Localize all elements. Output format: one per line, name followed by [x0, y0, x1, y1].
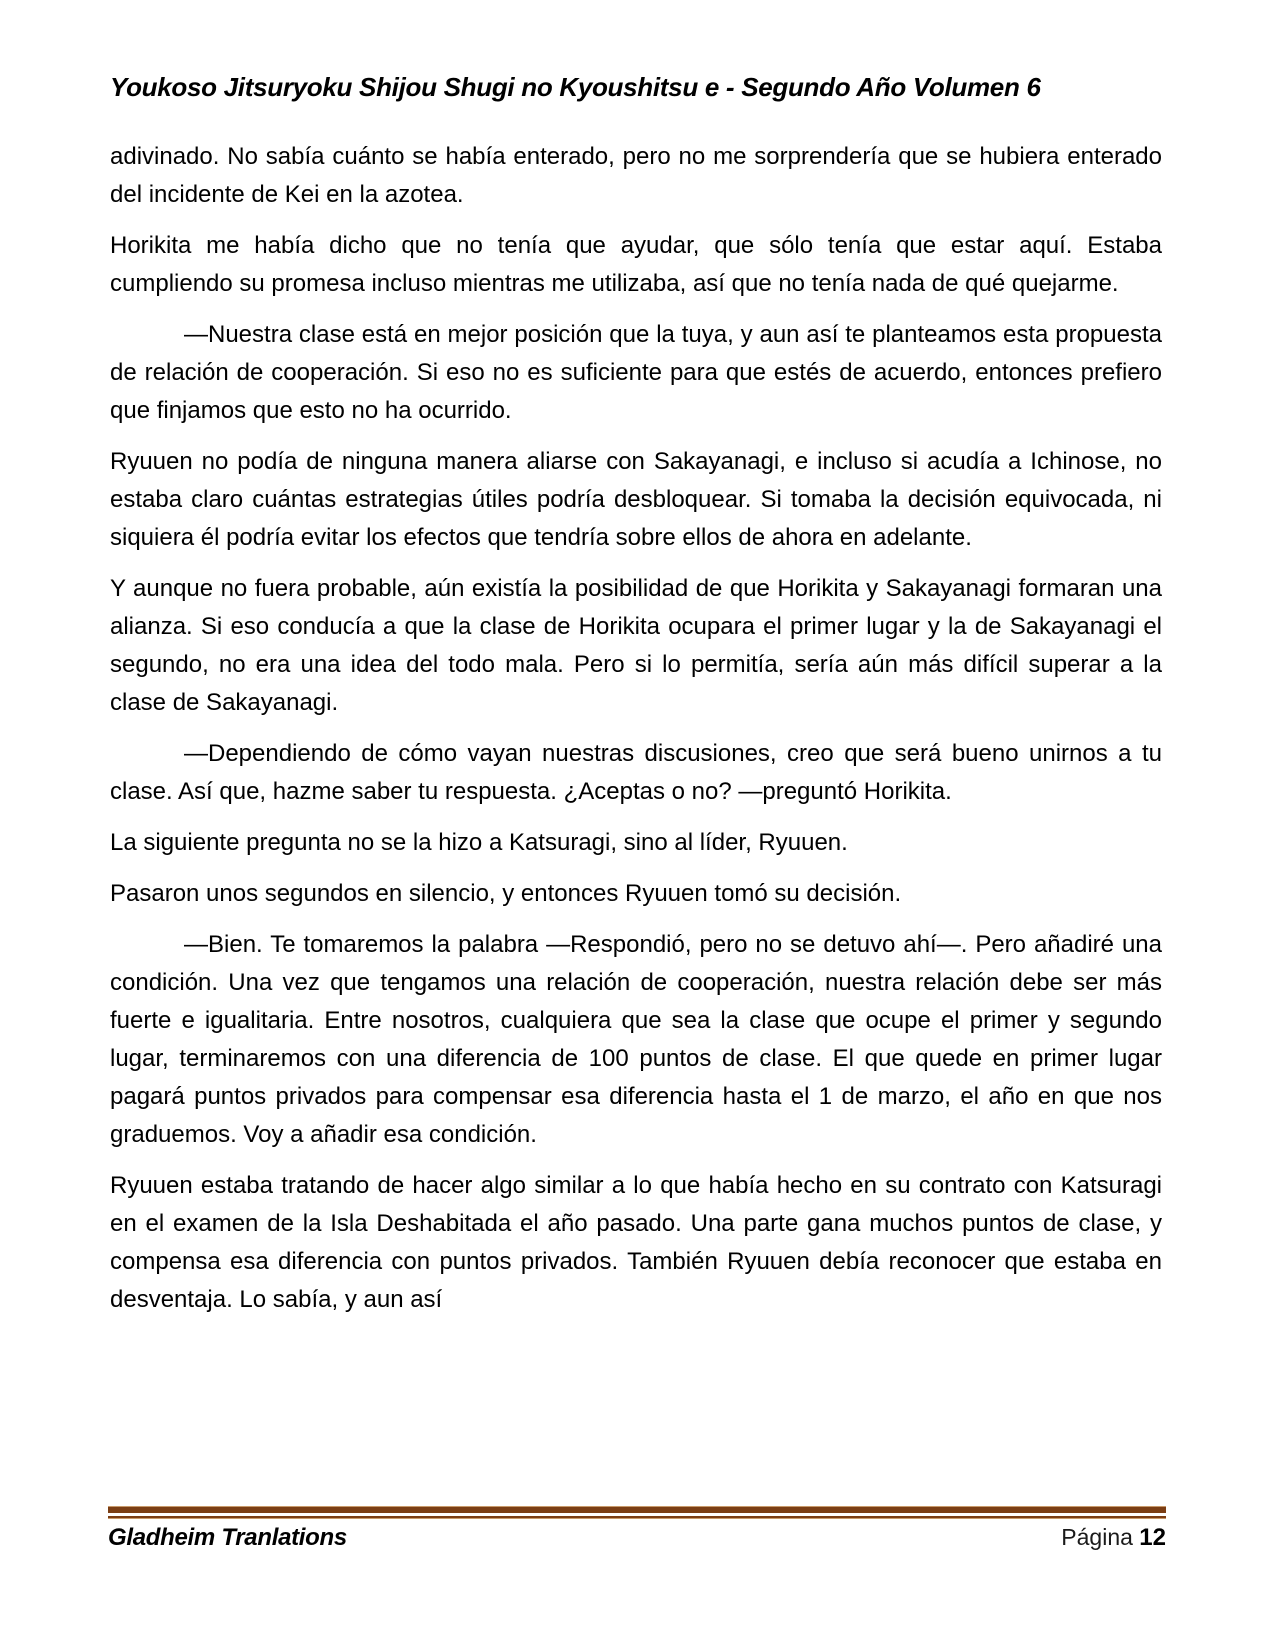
paragraph-dialogue: —Bien. Te tomaremos la palabra —Respondió, pero no se detuvo ahí—. Pero añadiré una condición. Una vez que tengamos una relación de cooperación, nuestra relación debe ser más fuerte e igualitaria. Entre nosotros, cualquiera que sea la clase que ocupe el primer y segundo lugar, terminaremos con una diferencia de 100 puntos de clase. El que quede en primer lugar pagará puntos privados para compensar esa diferencia hasta el 1 de marzo, el año en que nos graduemos. Voy a añadir esa condición.	[110, 931, 1162, 1148]
paragraph: adivinado. No sabía cuánto se había enterado, pero no me sorprendería que se hubiera enterado del incidente de Kei en la azotea.	[110, 143, 1162, 208]
paragraph: Ryuuen estaba tratando de hacer algo similar a lo que había hecho en su contrato con Katsuragi en el examen de la Isla Deshabitada el año pasado. Una parte gana muchos puntos de clase, y compensa esa diferencia con puntos privados. También Ryuuen debía reconocer que estaba en desventaja. Lo sabía, y aun así	[110, 1172, 1162, 1313]
page-footer	[108, 1524, 1166, 1552]
page-number	[1061, 1524, 1166, 1552]
paragraph-dialogue: —Nuestra clase está en mejor posición que la tuya, y aun así te planteamos esta propuesta de relación de cooperación. Si eso no es suficiente para que estés de acuerdo, entonces prefiero que finjamos que esto no ha ocurrido.	[110, 321, 1162, 424]
footer-rule	[108, 1506, 1166, 1519]
paragraph: Y aunque no fuera probable, aún existía la posibilidad de que Horikita y Sakayanagi formaran una alianza. Si eso conducía a que la clase de Horikita ocupara el primer lugar y la de Sakayanagi el segundo, no era una idea del todo mala. Pero si lo permitía, sería aún más difícil superar a la clase de Sakayanagi.	[110, 575, 1162, 716]
running-title: Youkoso Jitsuryoku Shijou Shugi no Kyoushitsu e - Segundo Año Volumen 6	[110, 72, 1041, 102]
paragraph: La siguiente pregunta no se la hizo a Katsuragi, sino al líder, Ryuuen.	[110, 829, 848, 856]
paragraph: Pasaron unos segundos en silencio, y entonces Ryuuen tomó su decisión.	[110, 880, 902, 907]
paragraph: Horikita me había dicho que no tenía que ayudar, que sólo tenía que estar aquí. Estaba cumpliendo su promesa incluso mientras me utilizaba, así que no tenía nada de qué quejarme.	[110, 232, 1162, 297]
paragraph-dialogue: —Dependiendo de cómo vayan nuestras discusiones, creo que será bueno unirnos a tu clase. Así que, hazme saber tu respuesta. ¿Aceptas o no? —preguntó Horikita.	[110, 740, 1162, 805]
footer-rule-thin-bar	[108, 1516, 1166, 1519]
page-number-value: 12	[1139, 1524, 1166, 1551]
page-body	[110, 138, 1162, 1332]
page-number-label: Página	[1061, 1524, 1133, 1550]
paragraph: Ryuuen no podía de ninguna manera aliarse con Sakayanagi, e incluso si acudía a Ichinose, no estaba claro cuántas estrategias útiles podría desbloquear. Si tomaba la decisión equivocada, ni siquiera él podría evitar los efectos que tendría sobre ellos de ahora en adelante.	[110, 448, 1162, 551]
translator-credit: Gladheim Tranlations	[108, 1524, 347, 1551]
footer-rule-thick-bar	[108, 1506, 1166, 1513]
page-header	[110, 72, 1162, 103]
